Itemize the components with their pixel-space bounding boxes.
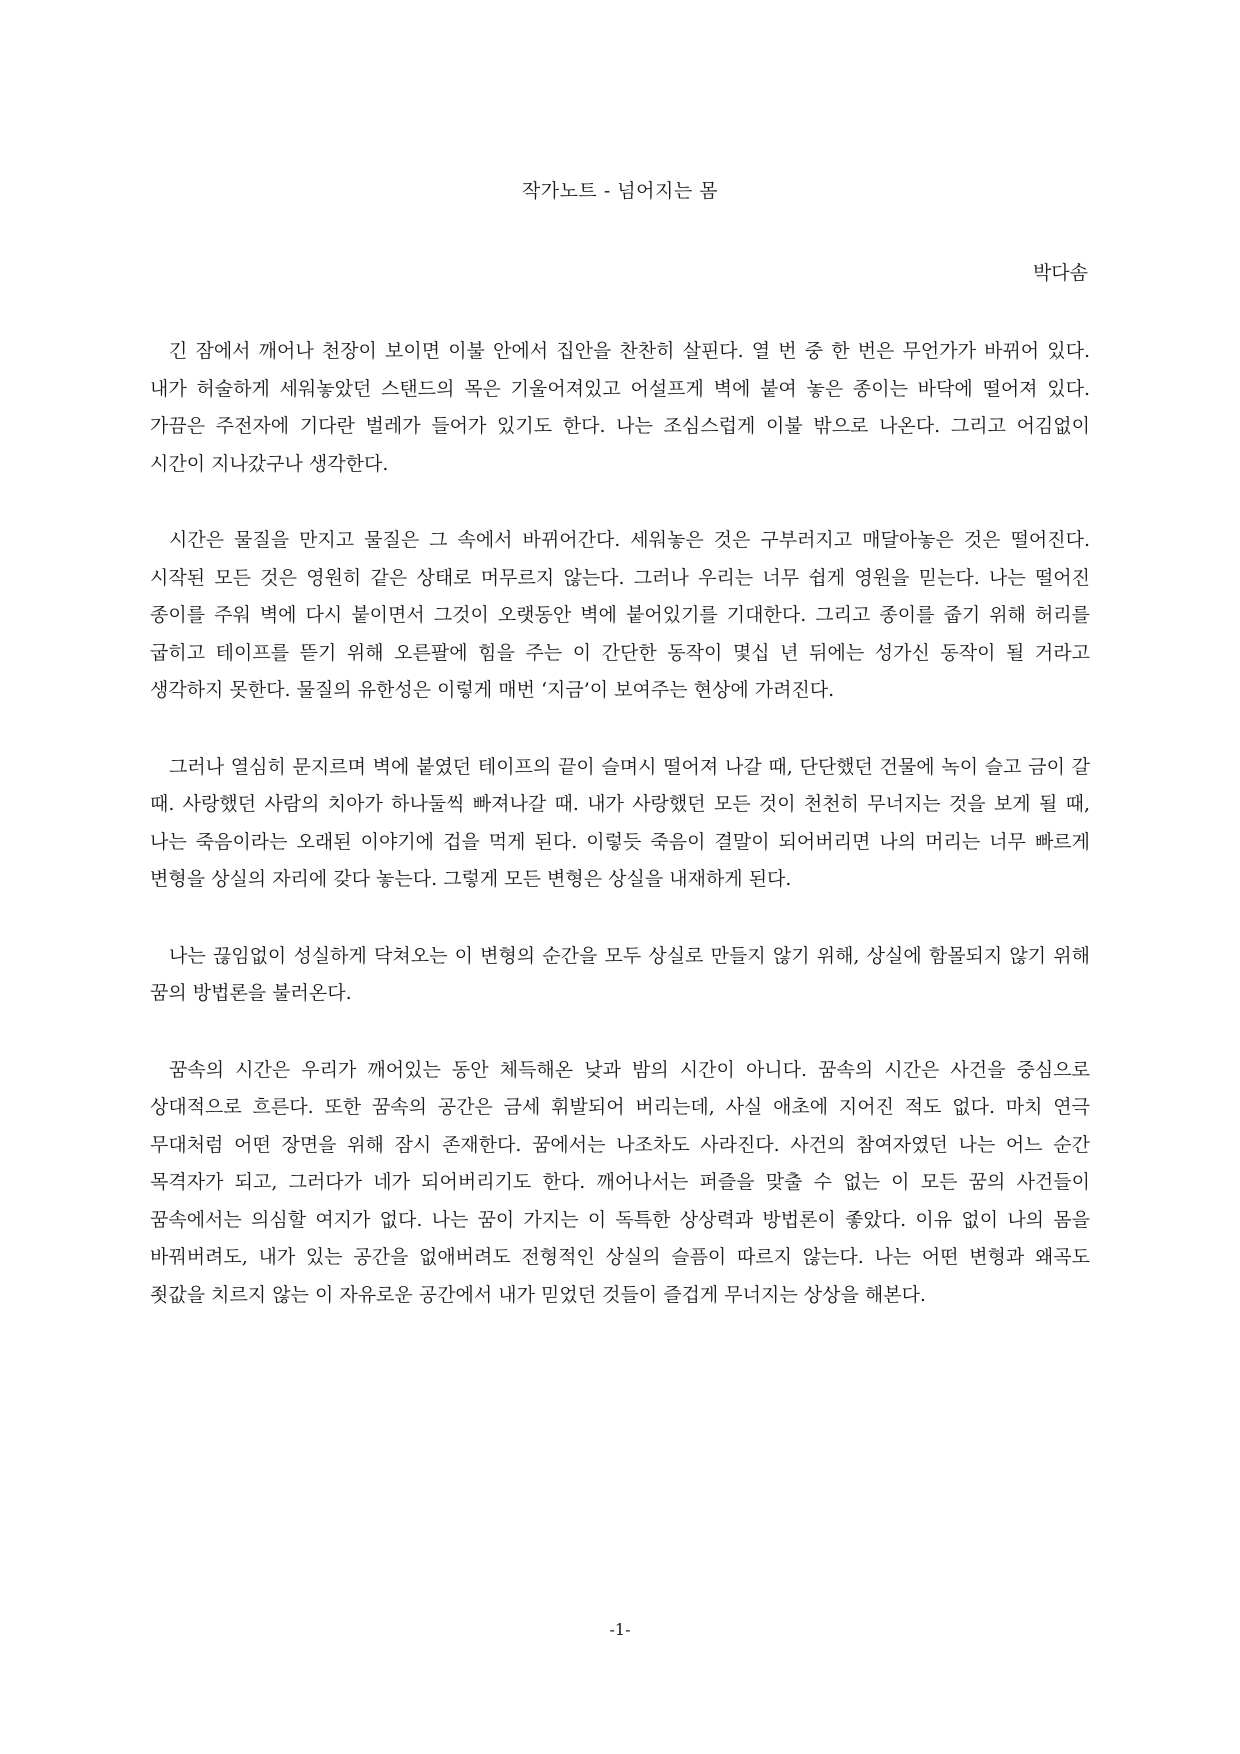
paragraph-5: 꿈속의 시간은 우리가 깨어있는 동안 체득해온 낮과 밤의 시간이 아니다. 꿈속의 시간은 사건을 중심으로 상대적으로 흐른다. 또한 꿈속의 공간은 금세 휘발되어 버리는데, 사실 애초에 지어진 적도 없다. 마치 연극 무대처럼 어떤 장면을 위해 잠시 존재한다. 꿈에서는 나조차도 사라진다. 사건의 참여자였던 나는 어느 순간 목격자가 되고, 그러다가 네가 되어버리기도 한다. 깨어나서는 퍼즐을 맞출 수 없는 이 모든 꿈의 사건들이 꿈속에서는 의심할 여지가 없다. 나는 꿈이 가지는 이 독특한 상상력과 방법론이 좋았다. 이유 없이 나의 몸을 바꿔버려도, 내가 있는 공간을 없애버려도 전형적인 상실의 슬픔이 따르지 않는다. 나는 어떤 변형과 왜곡도 죗값을 치르지 않는 이 자유로운 공간에서 내가 믿었던 것들이 즐겁게 무너지는 상상을 해본다.	[150, 1058, 1090, 1306]
paragraph-1: 긴 잠에서 깨어나 천장이 보이면 이불 안에서 집안을 찬찬히 살핀다. 열 번 중 한 번은 무언가가 바뀌어 있다. 내가 허술하게 세워놓았던 스탠드의 목은 기울어져있고 어설프게 벽에 붙여 놓은 종이는 바닥에 떨어져 있다. 가끔은 주전자에 기다란 벌레가 들어가 있기도 한다. 나는 조심스럽게 이불 밖으로 나온다. 그리고 어김없이 시간이 지나갔구나 생각한다.	[150, 340, 1090, 475]
document-title: 작가노트 - 넘어지는 몸	[521, 180, 719, 202]
paragraph-2: 시간은 물질을 만지고 물질은 그 속에서 바뀌어간다. 세워놓은 것은 구부러지고 매달아놓은 것은 떨어진다. 시작된 모든 것은 영원히 같은 상태로 머무르지 않는다. 그러나 우리는 너무 쉽게 영원을 믿는다. 나는 떨어진 종이를 주워 벽에 다시 붙이면서 그것이 오랫동안 벽에 붙어있기를 기대한다. 그리고 종이를 줍기 위해 허리를 굽히고 테이프를 뜯기 위해 오른팔에 힘을 주는 이 간단한 동작이 몇십 년 뒤에는 성가신 동작이 될 거라고 생각하지 못한다. 물질의 유한성은 이렇게 매번 ‘지금’이 보여주는 현상에 가려진다.	[150, 529, 1090, 701]
document-body	[150, 333, 1090, 1314]
page-number: -1-	[609, 1620, 631, 1639]
paragraph-4: 나는 끊임없이 성실하게 닥쳐오는 이 변형의 순간을 모두 상실로 만들지 않기 위해, 상실에 함몰되지 않기 위해 꿈의 방법론을 불러온다.	[150, 944, 1090, 1004]
paragraph-3: 그러나 열심히 문지르며 벽에 붙였던 테이프의 끝이 슬며시 떨어져 나갈 때, 단단했던 건물에 녹이 슬고 금이 갈 때. 사랑했던 사람의 치아가 하나둘씩 빠져나갈 때. 내가 사랑했던 모든 것이 천천히 무너지는 것을 보게 될 때, 나는 죽음이라는 오래된 이야기에 겁을 먹게 된다. 이렇듯 죽음이 결말이 되어버리면 나의 머리는 너무 빠르게 변형을 상실의 자리에 갖다 놓는다. 그렇게 모든 변형은 상실을 내재하게 된다.	[150, 755, 1090, 890]
author-name: 박다솜	[1032, 262, 1088, 284]
